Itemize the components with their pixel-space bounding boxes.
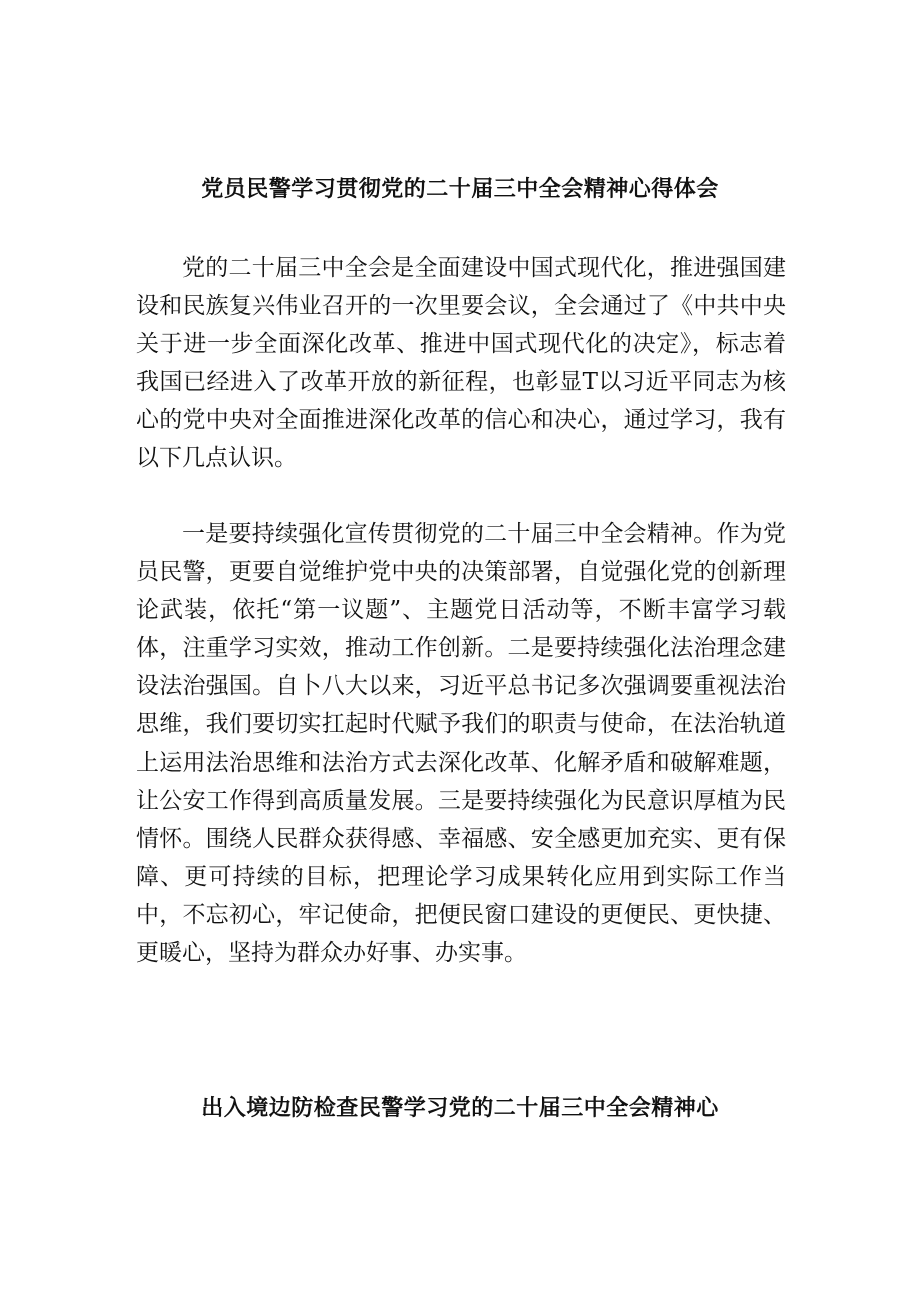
paragraph-intro: 党的二十届三中全会是全面建设中国式现代化，推进强国建设和民族复兴伟业召开的一次里要会议，全会通过了《中共中央关于进一步全面深化改革、推进中国式现代化的决定》，标志着我国已经进入了改革开放的新征程，也彰显T以习近平同志为核心的党中央对全面推进深化改革的信心和决心，通过学习，我有以下几点认识。 <box>136 255 786 472</box>
document-title: 党员民警学习贯彻党的二十届三中全会精神心得体会 <box>201 177 719 202</box>
second-document-title: 出入境边防检查民警学习党的二十届三中全会精神心 <box>201 1096 719 1121</box>
paragraph-points: 一是要持续强化宣传贯彻党的二十届三中全会精神。作为党员民警，更要自觉维护党中央的决策部署，自觉强化党的创新理论武装，依托“第一议题”、主题党日活动等，不断丰富学习载体，注重学习实效，推动工作创新。二是要持续强化法治理念建设法治强国。自卜八大以来，习近平总书记多次强调要重视法治思维，我们要切实扛起时代赋予我们的职责与使命，在法治轨道上运用法治思维和法治方式去深化改革、化解矛盾和破解难题，让公安工作得到高质量发展。三是要持续强化为民意识厚植为民情怀。围绕人民群众获得感、幸福感、安全感更加充实、更有保障、更可持续的目标，把理论学习成果转化应用到实际工作当中，不忘初心，牢记使命，把便民窗口建设的更便民、更快捷、更暖心，坚持为群众办好事、办实事。 <box>136 521 786 967</box>
